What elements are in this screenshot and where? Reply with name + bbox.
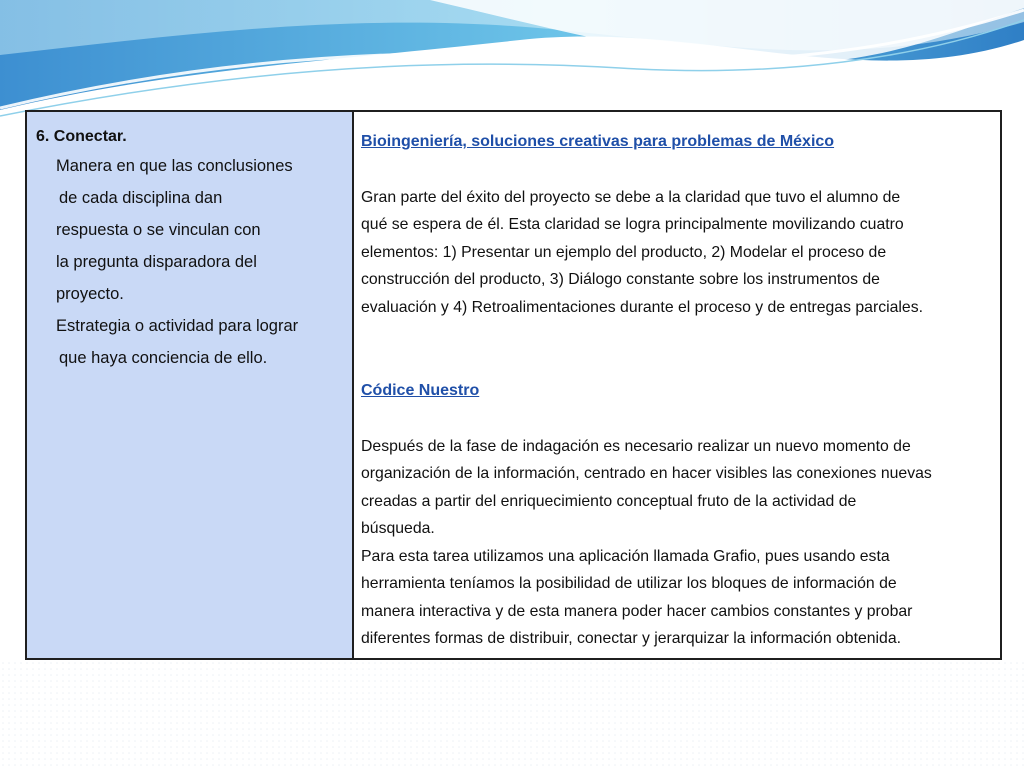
paragraph-line: evaluación y 4) Retroalimentaciones durante el proceso y de entregas parciales. bbox=[361, 298, 923, 316]
paragraph-line: organización de la información, centrado en hacer visibles las conexiones nuevas bbox=[361, 465, 932, 482]
spacer bbox=[361, 156, 986, 184]
paragraph-line: manera interactiva y de esta manera poder hacer cambios constantes y probar bbox=[361, 602, 913, 620]
paragraph-line: Gran parte del éxito del proyecto se debe a la claridad que tuvo el alumno de bbox=[361, 188, 901, 206]
paragraph-line: Después de la fase de indagación es necesario realizar un nuevo momento de bbox=[361, 437, 911, 455]
section-heading: 6. Conectar. bbox=[36, 128, 127, 145]
paragraph-line: construcción del producto, 3) Diálogo constante sobre los instrumentos de bbox=[361, 271, 880, 288]
right-cell bbox=[353, 111, 1001, 659]
paragraph-line: qué se espera de él. Esta claridad se logra principalmente movilizando cuatro bbox=[361, 216, 904, 233]
paragraph-line: Para esta tarea utilizamos una aplicación llamada Grafio, pues usando esta bbox=[361, 547, 890, 565]
paragraph-line: herramienta teníamos la posibilidad de utilizar los bloques de información de bbox=[361, 575, 897, 592]
left-line: respuesta o se vinculan con bbox=[56, 221, 261, 239]
paragraph-line: diferentes formas de distribuir, conectar y jerarquizar la información obtenida. bbox=[361, 630, 901, 647]
left-line: Manera en que las conclusiones bbox=[56, 157, 293, 175]
left-cell-content bbox=[27, 112, 352, 374]
right-cell-content bbox=[354, 112, 1000, 653]
left-cell bbox=[26, 111, 353, 659]
paragraph-line: búsqueda. bbox=[361, 520, 435, 537]
spacer bbox=[361, 321, 986, 377]
paragraph-line: creadas a partir del enriquecimiento conceptual fruto de la actividad de bbox=[361, 492, 857, 510]
section-title-bioingenieria: Bioingeniería, soluciones creativas para problemas de México bbox=[361, 133, 835, 150]
table-row bbox=[26, 111, 1001, 659]
wave-banner bbox=[0, 0, 1024, 120]
content-table bbox=[25, 110, 1002, 660]
spacer bbox=[361, 405, 986, 433]
paragraph-line: elementos: 1) Presentar un ejemplo del producto, 2) Modelar el proceso de bbox=[361, 243, 887, 261]
left-line: proyecto. bbox=[56, 285, 124, 303]
left-line: de cada disciplina dan bbox=[59, 189, 223, 207]
left-line: que haya conciencia de ello. bbox=[59, 349, 268, 367]
left-line: la pregunta disparadora del bbox=[56, 253, 257, 271]
left-line: Estrategia o actividad para lograr bbox=[56, 317, 299, 335]
section-title-codice: Códice Nuestro bbox=[361, 382, 480, 399]
